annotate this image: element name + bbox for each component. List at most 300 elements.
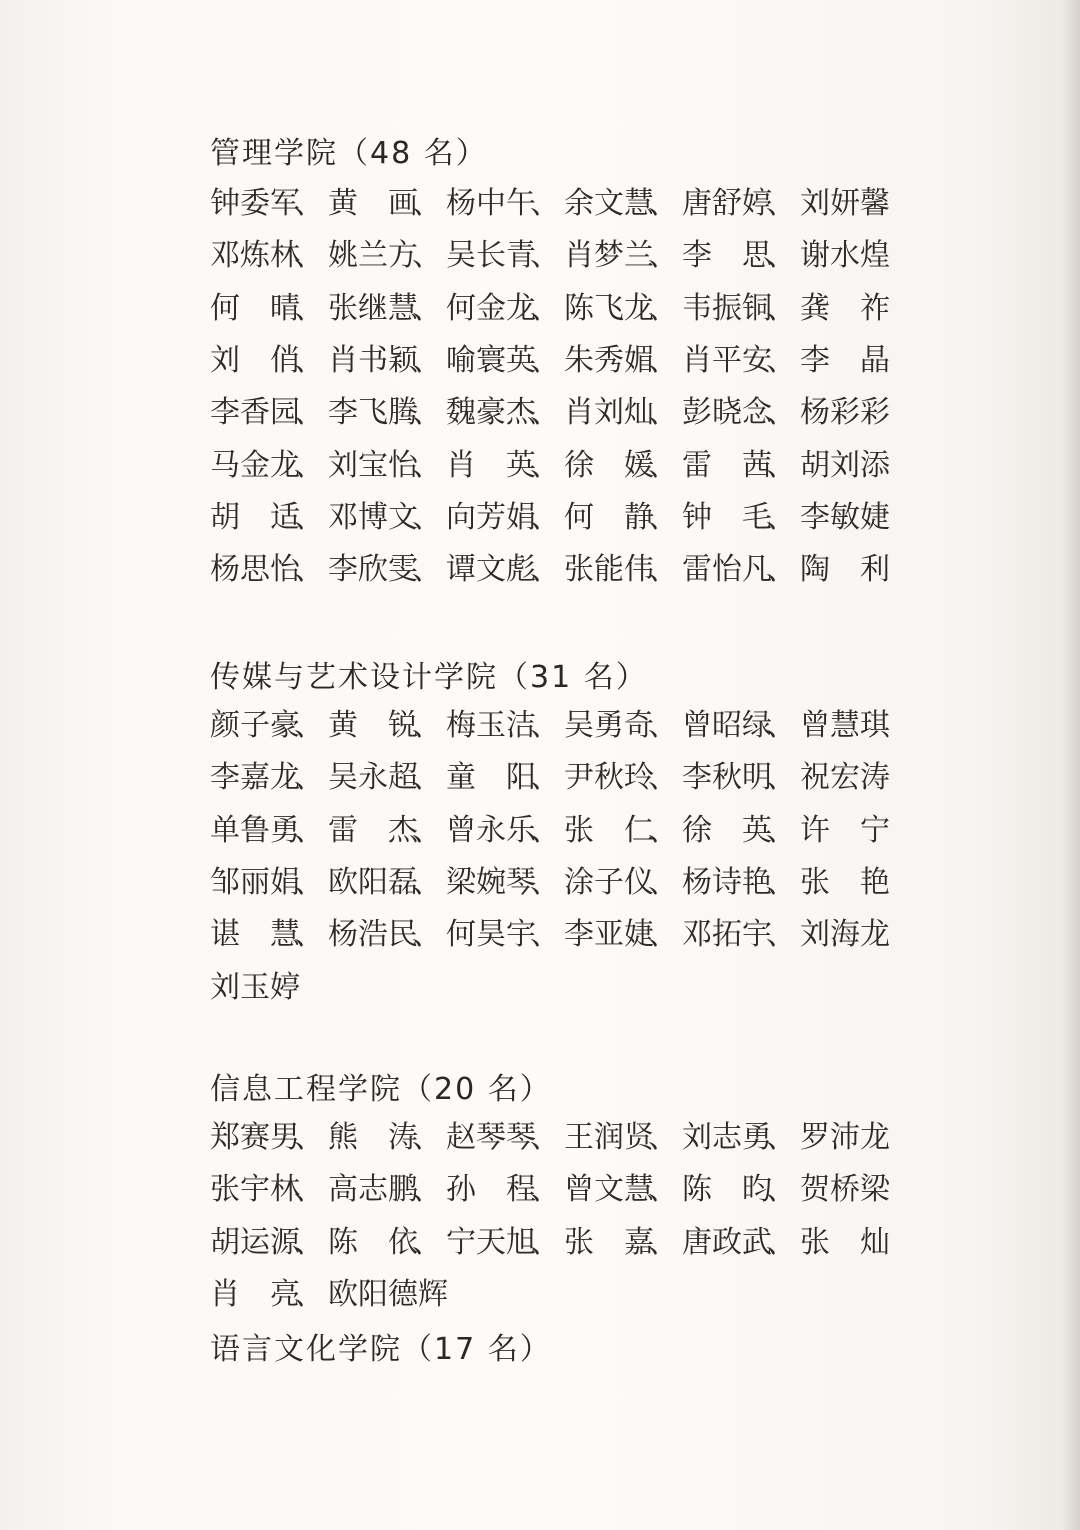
- name-entry: [210, 752, 328, 804]
- name-entry: [328, 857, 446, 909]
- name-entry: [328, 1112, 446, 1164]
- person-name: 肖 英: [446, 447, 536, 483]
- name-entry: [800, 387, 890, 439]
- name-entry: [800, 1217, 890, 1269]
- name-separator: 、: [412, 1224, 442, 1260]
- name-entry: [210, 1112, 328, 1164]
- name-entry: [446, 178, 564, 230]
- name-entry: [682, 178, 800, 230]
- person-name: 刘宝怡: [328, 447, 418, 483]
- name-entry: [564, 700, 682, 752]
- name-separator: 、: [766, 552, 796, 588]
- name-entry: [446, 752, 564, 804]
- person-name: 肖书颖: [328, 342, 418, 378]
- person-name: 吴勇奇: [564, 708, 654, 743]
- person-name: 梅玉洁: [446, 708, 536, 743]
- name-row: [210, 1269, 448, 1321]
- name-entry: [800, 283, 890, 335]
- name-entry: [446, 230, 564, 282]
- name-separator: 、: [648, 186, 678, 221]
- person-name: 尹秋玲: [564, 760, 654, 796]
- name-entry: [210, 857, 328, 909]
- person-name: 刘志勇: [682, 1120, 772, 1155]
- name-entry: [446, 805, 564, 857]
- name-separator: 、: [648, 395, 678, 431]
- person-name: 钟委军: [210, 186, 300, 221]
- name-entry: [210, 492, 328, 544]
- name-separator: 、: [412, 395, 442, 431]
- name-entry: [210, 805, 328, 857]
- person-name: 胡运源: [210, 1224, 300, 1260]
- person-name: 贺桥梁: [800, 1172, 890, 1208]
- name-separator: 、: [412, 186, 442, 221]
- name-separator: 、: [766, 499, 796, 535]
- name-separator: 、: [766, 812, 796, 848]
- person-name: 邓博文: [328, 499, 418, 535]
- name-separator: 、: [530, 864, 560, 900]
- name-row: [210, 700, 890, 752]
- name-entry: [682, 544, 800, 596]
- name-row: [210, 752, 890, 804]
- name-row: [210, 909, 890, 961]
- person-name: 肖刘灿: [564, 395, 654, 431]
- person-name: 邓拓宇: [682, 917, 772, 953]
- person-name: 谢水煌: [800, 238, 890, 274]
- name-entry: [328, 230, 446, 282]
- person-name: 刘妍馨: [800, 186, 890, 221]
- name-separator: 、: [294, 1276, 324, 1312]
- person-name: 何 静: [564, 499, 654, 535]
- person-name: 龚 祚: [800, 290, 890, 326]
- name-row: [210, 805, 890, 857]
- name-separator: 、: [648, 1224, 678, 1260]
- name-entry: [682, 492, 800, 544]
- name-separator: 、: [412, 1120, 442, 1155]
- name-entry: [328, 752, 446, 804]
- name-separator: 、: [766, 186, 796, 221]
- person-name: 韦振铜: [682, 290, 772, 326]
- name-separator: 、: [530, 1120, 560, 1155]
- name-separator: 、: [648, 760, 678, 796]
- name-row: [210, 387, 890, 439]
- person-name: 祝宏涛: [800, 760, 890, 796]
- name-entry: [564, 805, 682, 857]
- person-name: 李 晶: [800, 342, 890, 378]
- section-title: 管理学院（48 名）: [210, 136, 488, 171]
- name-entry: [564, 440, 682, 492]
- name-entry: [800, 230, 890, 282]
- person-name: 杨浩民: [328, 917, 418, 953]
- name-separator: 、: [530, 342, 560, 378]
- name-separator: 、: [294, 812, 324, 848]
- name-separator: 、: [294, 186, 324, 221]
- name-entry: [210, 387, 328, 439]
- name-entry: [564, 544, 682, 596]
- name-entry: [446, 335, 564, 387]
- name-entry: [682, 857, 800, 909]
- name-entry: [328, 909, 446, 961]
- person-name: 向芳娟: [446, 499, 536, 535]
- name-separator: 、: [294, 708, 324, 743]
- name-entry: [682, 1164, 800, 1216]
- name-entry: [328, 283, 446, 335]
- name-entry: [210, 178, 328, 230]
- person-name: 刘 俏: [210, 342, 300, 378]
- person-name: 胡刘添: [800, 447, 890, 483]
- name-entry: [800, 440, 890, 492]
- person-name: 罗沛龙: [800, 1120, 890, 1155]
- name-row: [210, 1112, 890, 1164]
- name-entry: [328, 1217, 446, 1269]
- person-name: 陈 昀: [682, 1172, 772, 1208]
- person-name: 何昊宇: [446, 917, 536, 953]
- name-separator: 、: [648, 1120, 678, 1155]
- name-entry: [564, 857, 682, 909]
- name-separator: 、: [412, 708, 442, 743]
- name-entry: [800, 752, 890, 804]
- name-separator: 、: [648, 238, 678, 274]
- name-separator: 、: [766, 1172, 796, 1208]
- person-name: 郑赛男: [210, 1120, 300, 1155]
- name-separator: 、: [766, 760, 796, 796]
- name-separator: 、: [648, 342, 678, 378]
- name-entry: [446, 1217, 564, 1269]
- name-separator: 、: [648, 1172, 678, 1208]
- name-separator: 、: [648, 447, 678, 483]
- name-entry: [446, 387, 564, 439]
- person-name: 雷怡凡: [682, 552, 772, 588]
- person-name: 邹丽娟: [210, 864, 300, 900]
- name-entry: [564, 1217, 682, 1269]
- name-entry: [564, 283, 682, 335]
- name-separator: 、: [294, 1172, 324, 1208]
- name-separator: 、: [294, 395, 324, 431]
- person-name: 孙 程: [446, 1172, 536, 1208]
- person-name: 李敏婕: [800, 499, 890, 535]
- name-entry: [682, 387, 800, 439]
- name-separator: 、: [648, 552, 678, 588]
- name-entry: [682, 335, 800, 387]
- name-entry: [800, 1164, 890, 1216]
- name-entry: [800, 335, 890, 387]
- person-name: 李秋明: [682, 760, 772, 796]
- section-title: 信息工程学院（20 名）: [210, 1072, 552, 1107]
- person-name: 马金龙: [210, 447, 300, 483]
- person-name: 许 宁: [800, 812, 890, 848]
- person-name: 谭文彪: [446, 552, 536, 588]
- name-entry: [446, 857, 564, 909]
- name-entry: [446, 909, 564, 961]
- name-row: [210, 230, 890, 282]
- person-name: 唐政武: [682, 1224, 772, 1260]
- person-name: 彭晓念: [682, 395, 772, 431]
- name-entry: [328, 544, 446, 596]
- name-separator: 、: [530, 1172, 560, 1208]
- name-separator: 、: [530, 552, 560, 588]
- person-name: 肖平安: [682, 342, 772, 378]
- person-name: 雷 杰: [328, 812, 418, 848]
- name-separator: 、: [648, 499, 678, 535]
- person-name: 涂子仪: [564, 864, 654, 900]
- name-entry: [682, 440, 800, 492]
- person-name: 刘海龙: [800, 917, 890, 953]
- name-entry: [210, 1164, 328, 1216]
- name-entry: [210, 283, 328, 335]
- person-name: 熊 涛: [328, 1120, 418, 1155]
- name-entry: [564, 387, 682, 439]
- name-separator: 、: [530, 186, 560, 221]
- name-separator: 、: [648, 917, 678, 953]
- name-entry: [328, 700, 446, 752]
- name-separator: 、: [294, 917, 324, 953]
- name-separator: 、: [648, 864, 678, 900]
- name-entry: [682, 230, 800, 282]
- person-name: 魏豪杰: [446, 395, 536, 431]
- name-entry: [564, 1112, 682, 1164]
- name-separator: 、: [648, 290, 678, 326]
- name-separator: 、: [412, 864, 442, 900]
- name-separator: 、: [294, 342, 324, 378]
- name-separator: 、: [412, 552, 442, 588]
- person-name: 钟 毛: [682, 499, 772, 535]
- name-separator: 、: [294, 552, 324, 588]
- person-name: 杨中午: [446, 186, 536, 221]
- name-entry: [328, 387, 446, 439]
- name-entry: [210, 544, 328, 596]
- person-name: 张能伟: [564, 552, 654, 588]
- name-entry: [328, 1269, 448, 1321]
- name-separator: 、: [766, 708, 796, 743]
- name-entry: [210, 1217, 328, 1269]
- name-entry: [564, 492, 682, 544]
- name-row: [210, 857, 890, 909]
- name-separator: 、: [530, 708, 560, 743]
- person-name: 曾永乐: [446, 812, 536, 848]
- name-entry: [446, 492, 564, 544]
- name-entry: [328, 492, 446, 544]
- name-row: [210, 492, 890, 544]
- name-separator: 、: [412, 917, 442, 953]
- name-entry: [328, 335, 446, 387]
- name-separator: 、: [294, 1224, 324, 1260]
- name-row: [210, 335, 890, 387]
- name-separator: 、: [530, 238, 560, 274]
- person-name: 张 嘉: [564, 1224, 654, 1260]
- name-entry: [800, 909, 890, 961]
- person-name: 吴永超: [328, 760, 418, 796]
- name-entry: [210, 962, 300, 1014]
- name-row: [210, 283, 890, 335]
- person-name: 胡 适: [210, 499, 300, 535]
- person-name: 喻寰英: [446, 342, 536, 378]
- name-entry: [446, 544, 564, 596]
- person-name: 陈 依: [328, 1224, 418, 1260]
- name-separator: 、: [766, 290, 796, 326]
- person-name: 吴长青: [446, 238, 536, 274]
- name-entry: [800, 492, 890, 544]
- name-entry: [328, 805, 446, 857]
- person-name: 童 阳: [446, 760, 536, 796]
- name-separator: 、: [766, 238, 796, 274]
- name-separator: 、: [766, 1120, 796, 1155]
- person-name: 张 仁: [564, 812, 654, 848]
- person-name: 徐 英: [682, 812, 772, 848]
- name-separator: 、: [412, 760, 442, 796]
- person-name: 唐舒婷: [682, 186, 772, 221]
- name-separator: 、: [766, 342, 796, 378]
- person-name: 欧阳德辉: [328, 1276, 448, 1312]
- name-separator: 、: [530, 290, 560, 326]
- name-separator: 、: [294, 760, 324, 796]
- name-entry: [800, 857, 890, 909]
- person-name: 张宇林: [210, 1172, 300, 1208]
- person-name: 高志鹏: [328, 1172, 418, 1208]
- name-separator: 、: [530, 447, 560, 483]
- name-separator: 、: [412, 499, 442, 535]
- person-name: 杨思怡: [210, 552, 300, 588]
- name-separator: 、: [294, 238, 324, 274]
- person-name: 梁婉琴: [446, 864, 536, 900]
- person-name: 欧阳磊: [328, 864, 418, 900]
- name-separator: 、: [530, 812, 560, 848]
- name-separator: 、: [530, 395, 560, 431]
- name-row: [210, 440, 890, 492]
- name-entry: [210, 440, 328, 492]
- section-title: 传媒与艺术设计学院（31 名）: [210, 660, 648, 695]
- person-name: 曾文慧: [564, 1172, 654, 1208]
- person-name: 李嘉龙: [210, 760, 300, 796]
- person-name: 姚兰方: [328, 238, 418, 274]
- name-entry: [446, 283, 564, 335]
- name-separator: 、: [412, 812, 442, 848]
- name-separator: 、: [412, 238, 442, 274]
- name-separator: 、: [294, 290, 324, 326]
- name-separator: 、: [766, 1224, 796, 1260]
- name-row: [210, 544, 890, 596]
- name-separator: 、: [294, 864, 324, 900]
- person-name: 陈飞龙: [564, 290, 654, 326]
- person-name: 朱秀媚: [564, 342, 654, 378]
- name-separator: 、: [412, 342, 442, 378]
- name-entry: [682, 805, 800, 857]
- name-entry: [564, 178, 682, 230]
- name-entry: [564, 230, 682, 282]
- name-entry: [210, 700, 328, 752]
- name-entry: [800, 544, 890, 596]
- person-name: 李亚婕: [564, 917, 654, 953]
- name-entry: [800, 805, 890, 857]
- person-name: 单鲁勇: [210, 812, 300, 848]
- name-separator: 、: [294, 499, 324, 535]
- name-entry: [564, 1164, 682, 1216]
- name-entry: [564, 909, 682, 961]
- person-name: 徐 媛: [564, 447, 654, 483]
- person-name: 余文慧: [564, 186, 654, 221]
- name-entry: [328, 178, 446, 230]
- name-row: [210, 1164, 890, 1216]
- name-separator: 、: [530, 499, 560, 535]
- name-entry: [328, 440, 446, 492]
- person-name: 谌 慧: [210, 917, 300, 953]
- person-name: 王润贤: [564, 1120, 654, 1155]
- person-name: 李香园: [210, 395, 300, 431]
- name-separator: 、: [412, 447, 442, 483]
- person-name: 李飞腾: [328, 395, 418, 431]
- section-title: 语言文化学院（17 名）: [210, 1332, 552, 1367]
- name-separator: 、: [766, 447, 796, 483]
- name-entry: [210, 230, 328, 282]
- name-separator: 、: [412, 290, 442, 326]
- name-separator: 、: [766, 917, 796, 953]
- person-name: 陶 利: [800, 552, 890, 588]
- name-entry: [682, 283, 800, 335]
- person-name: 张继慧: [328, 290, 418, 326]
- name-entry: [210, 335, 328, 387]
- name-entry: [446, 700, 564, 752]
- person-name: 宁天旭: [446, 1224, 536, 1260]
- name-entry: [682, 909, 800, 961]
- name-entry: [564, 752, 682, 804]
- name-separator: 、: [530, 760, 560, 796]
- person-name: 何 晴: [210, 290, 300, 326]
- page-edge-shadow: [1062, 0, 1080, 1530]
- person-name: 曾昭绿: [682, 708, 772, 743]
- person-name: 赵琴琴: [446, 1120, 536, 1155]
- name-entry: [800, 178, 890, 230]
- name-separator: 、: [530, 917, 560, 953]
- person-name: 黄 画: [328, 186, 418, 221]
- name-entry: [328, 1164, 446, 1216]
- name-row: [210, 962, 300, 1014]
- name-entry: [682, 1112, 800, 1164]
- person-name: 黄 锐: [328, 708, 418, 743]
- name-entry: [446, 1164, 564, 1216]
- person-name: 雷 茜: [682, 447, 772, 483]
- name-separator: 、: [294, 1120, 324, 1155]
- name-separator: 、: [294, 447, 324, 483]
- name-separator: 、: [766, 395, 796, 431]
- person-name: 李欣雯: [328, 552, 418, 588]
- person-name: 肖 亮: [210, 1276, 300, 1312]
- name-entry: [564, 335, 682, 387]
- name-row: [210, 178, 890, 230]
- name-entry: [800, 1112, 890, 1164]
- name-entry: [682, 1217, 800, 1269]
- person-name: 刘玉婷: [210, 969, 300, 1005]
- person-name: 颜子豪: [210, 708, 300, 743]
- name-separator: 、: [766, 864, 796, 900]
- name-entry: [682, 752, 800, 804]
- name-row: [210, 1217, 890, 1269]
- name-separator: 、: [648, 812, 678, 848]
- person-name: 张 灿: [800, 1224, 890, 1260]
- name-entry: [446, 440, 564, 492]
- person-name: 杨彩彩: [800, 395, 890, 431]
- person-name: 李 思: [682, 238, 772, 274]
- person-name: 曾慧琪: [800, 708, 890, 743]
- person-name: 肖梦兰: [564, 238, 654, 274]
- person-name: 张 艳: [800, 864, 890, 900]
- name-entry: [210, 1269, 328, 1321]
- name-separator: 、: [412, 1172, 442, 1208]
- person-name: 邓炼林: [210, 238, 300, 274]
- person-name: 杨诗艳: [682, 864, 772, 900]
- name-entry: [210, 909, 328, 961]
- name-separator: 、: [648, 708, 678, 743]
- name-entry: [446, 1112, 564, 1164]
- name-separator: 、: [530, 1224, 560, 1260]
- name-entry: [682, 700, 800, 752]
